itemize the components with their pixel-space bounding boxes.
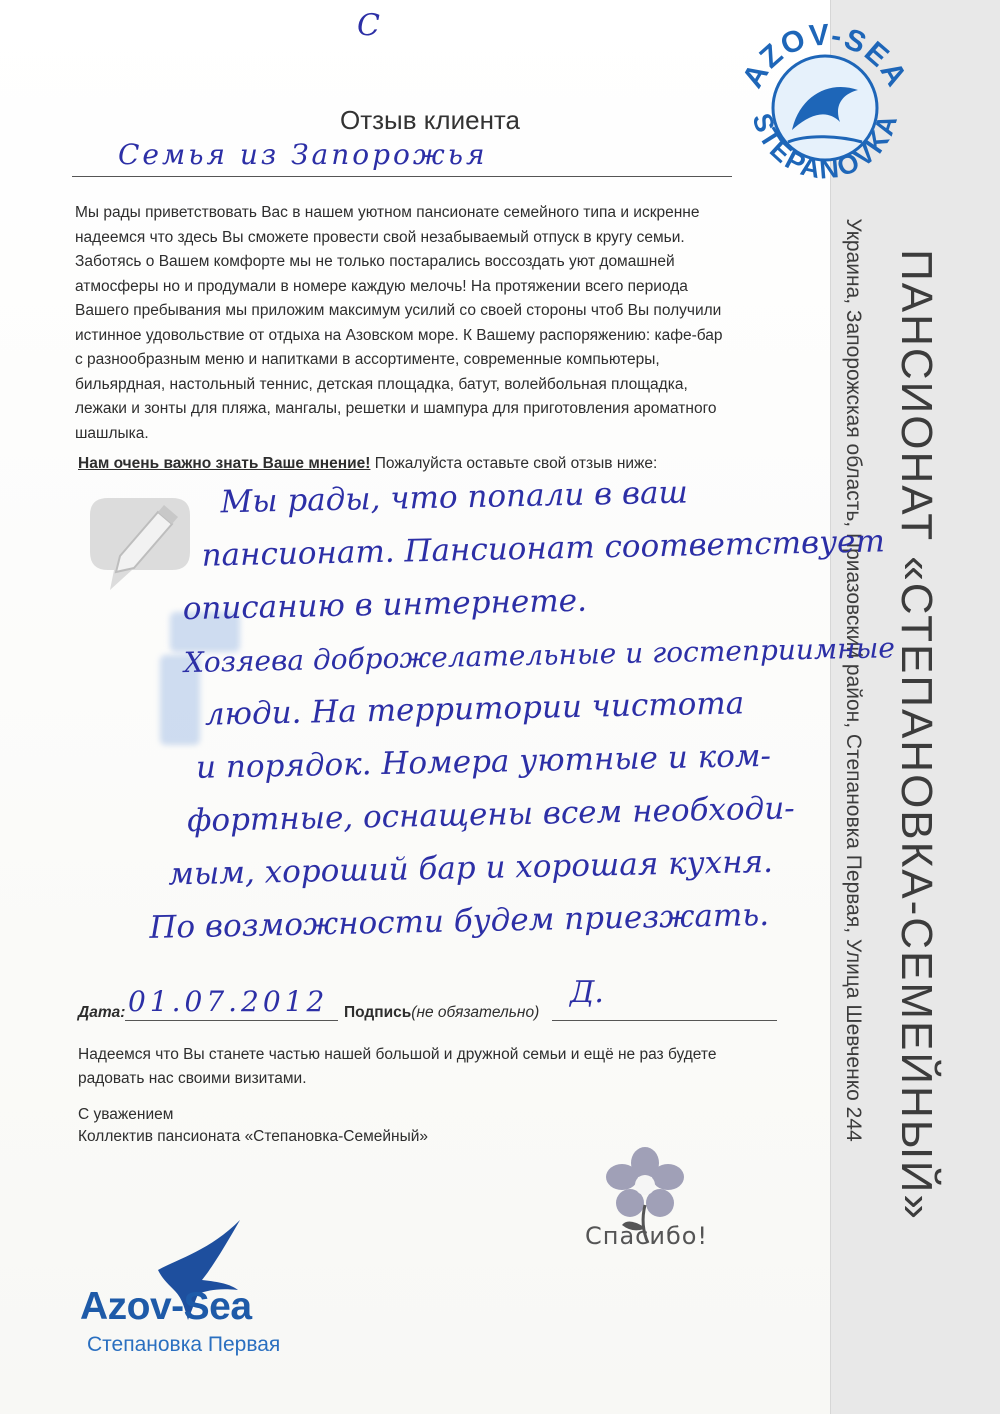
stamp-bottom-text: STEPANOVKA bbox=[746, 109, 904, 185]
intro-line: истинное удовольствие от отдыха на Азовском море. К Вашему распоряжению: кафе-бар bbox=[75, 326, 723, 344]
date-field-line bbox=[125, 1020, 338, 1021]
logo-name: Azov-Sea bbox=[80, 1285, 252, 1328]
intro-line: лежаки и зонты для пляжа, мангалы, решетки и шампура для приготовления ароматного bbox=[75, 400, 717, 417]
page-title: Отзыв клиента bbox=[339, 105, 521, 135]
date-label bbox=[78, 1004, 125, 1022]
regards-team: Коллектив пансионата «Степановка-Семейный» bbox=[78, 1128, 428, 1145]
review-line: фортные, оснащены всем необходи- bbox=[186, 790, 796, 840]
handwritten-mark: С bbox=[357, 8, 380, 43]
review-line: пансионат. Пансионат соответствует bbox=[201, 523, 886, 574]
review-line: и порядок. Номера уютные и ком- bbox=[195, 737, 772, 786]
prompt-rest: Пожалуйста оставьте свой отзыв ниже: bbox=[370, 455, 658, 472]
signature-field-line bbox=[552, 1020, 777, 1021]
review-line: описанию в интернете. bbox=[182, 582, 588, 628]
logo-subtitle: Степановка Первая bbox=[87, 1333, 281, 1356]
intro-line: Вашего пребывания мы приложим максимум усилий со своей стороны чтоб Вы получили bbox=[75, 302, 722, 319]
intro-text bbox=[75, 201, 787, 446]
signature-label-text: Подпись bbox=[344, 1004, 412, 1021]
intro-line: шашлыка. bbox=[75, 424, 149, 442]
review-line: Мы рады, что попали в ваш bbox=[220, 474, 689, 521]
regards-line: С уважением bbox=[78, 1106, 174, 1123]
signature-label bbox=[344, 1004, 539, 1022]
from-field-line bbox=[72, 176, 732, 177]
signature-value: Д. bbox=[570, 975, 604, 1010]
azov-sea-stamp-logo bbox=[730, 10, 920, 200]
regards-block bbox=[78, 1104, 428, 1148]
review-line: мым, хороший бар и хорошая кухня. bbox=[167, 843, 774, 893]
date-label-text: Дата: bbox=[78, 1004, 126, 1021]
from-field-value: Семья из Запорожья bbox=[118, 138, 488, 171]
review-line: По возможности будем приезжать. bbox=[149, 896, 770, 946]
intro-line: с разнообразным меню и напитками в ассортименте, современные компьютеры, bbox=[75, 351, 660, 368]
date-value: 01.07.2012 bbox=[128, 985, 329, 1018]
review-line: Хозяева доброжелательные и гостеприимные bbox=[183, 631, 896, 680]
intro-line: Мы рады приветствовать Вас в нашем уютном пансионате семейного типа и искренне bbox=[75, 204, 700, 221]
sidebar-address: Украина, Запорожская область, Приазовский район, Степановка Первая, Улица Шевченко 244 bbox=[842, 218, 865, 1142]
sidebar-name: ПАНСИОНАТ «СТЕПАНОВКА-СЕМЕЙНЫЙ» bbox=[892, 249, 941, 1221]
intro-line: надеемся что здесь Вы сможете провести свой незабываемый отпуск в кругу семьи. bbox=[75, 228, 685, 246]
review-line: люди. На территории чистота bbox=[204, 685, 745, 733]
closing-text: Надеемся что Вы станете частью нашей большой и дружной семьи и ещё не раз будете радовать нас своими визитами. bbox=[78, 1046, 717, 1087]
stamp-top-text: AZOV-SEA bbox=[736, 18, 914, 94]
signature-optional-note: (не обязательно) bbox=[411, 1004, 540, 1021]
intro-line: Заботясь о Вашем комфорте мы не только постарались воссоздать уют домашней bbox=[75, 253, 675, 270]
thanks-text: Спасибо! bbox=[585, 1222, 709, 1250]
sidebar-band bbox=[830, 0, 1000, 1414]
intro-line: атмосферы но и продумали в номере каждую мелочь! На протяжении всего периода bbox=[75, 277, 688, 295]
intro-line: бильярдная, настольный теннис, детская площадка, батут, волейбольная площадка, bbox=[75, 375, 688, 393]
prompt-bold: Нам очень важно знать Ваше мнение! bbox=[78, 455, 371, 472]
